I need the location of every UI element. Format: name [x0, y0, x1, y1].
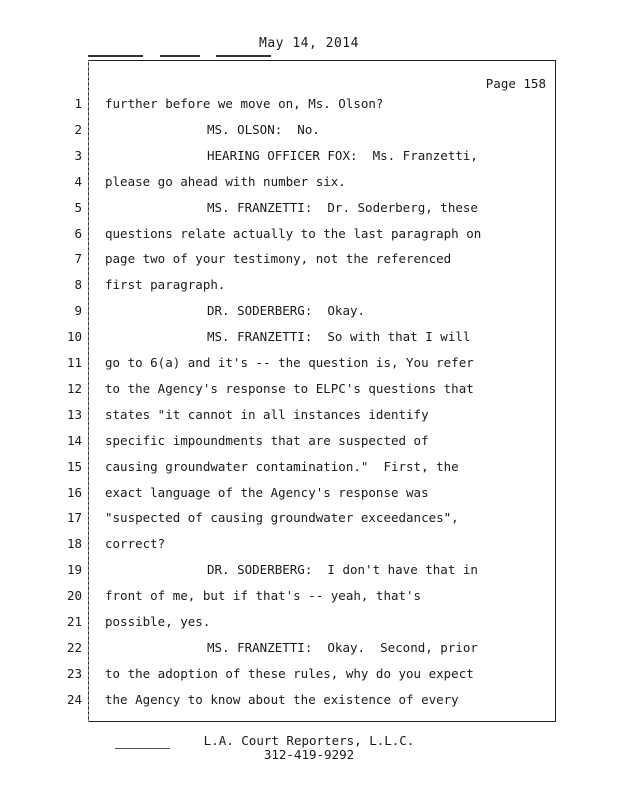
- line-number: 14: [66, 432, 82, 448]
- line-text: MS. FRANZETTI: Okay. Second, prior: [207, 639, 478, 655]
- line-text: correct?: [105, 536, 166, 552]
- frame-top-marks: [88, 55, 388, 57]
- line-text: states "it cannot in all instances identify: [105, 406, 429, 422]
- transcript-line: [0, 485, 618, 511]
- line-number: 7: [74, 251, 82, 267]
- line-number: 22: [66, 639, 82, 655]
- line-number: 19: [66, 562, 82, 578]
- transcript-line: [0, 355, 618, 381]
- transcript-line: [0, 200, 618, 226]
- footer: [0, 734, 618, 762]
- line-number: 18: [66, 536, 82, 552]
- transcript-line: [0, 174, 618, 200]
- line-number: 6: [74, 225, 82, 241]
- line-number: 23: [66, 665, 82, 681]
- line-number: 16: [66, 484, 82, 500]
- line-text: questions relate actually to the last paragraph on: [105, 225, 482, 241]
- transcript-line: [0, 251, 618, 277]
- transcript-line: [0, 329, 618, 355]
- line-number: 5: [74, 199, 82, 215]
- line-text: to the Agency's response to ELPC's questions that: [105, 380, 474, 396]
- line-text: page two of your testimony, not the referenced: [105, 251, 452, 267]
- transcript-line: [0, 226, 618, 252]
- line-text: front of me, but if that's -- yeah, that's: [105, 588, 422, 604]
- transcript-line: [0, 588, 618, 614]
- line-text: possible, yes.: [105, 614, 211, 629]
- line-text: "suspected of causing groundwater exceedances",: [105, 510, 459, 526]
- transcript-line: [0, 381, 618, 407]
- line-number: 20: [66, 588, 82, 604]
- line-text: first paragraph.: [105, 277, 226, 293]
- line-text: DR. SODERBERG: Okay.: [207, 303, 366, 319]
- line-number: 17: [66, 510, 82, 526]
- line-number: 10: [66, 329, 82, 345]
- line-text: further before we move on, Ms. Olson?: [105, 96, 384, 111]
- transcript-line: [0, 614, 618, 640]
- transcript-line: [0, 640, 618, 666]
- footer-phone: 312-419-9292: [263, 747, 355, 762]
- transcript-line: [0, 536, 618, 562]
- transcript-line: [0, 433, 618, 459]
- line-text: to the adoption of these rules, why do you expect: [105, 665, 474, 681]
- header-date: May 14, 2014: [259, 36, 359, 51]
- transcript-line: [0, 510, 618, 536]
- page-number: Page 158: [485, 76, 546, 91]
- line-text: HEARING OFFICER FOX: Ms. Franzetti,: [207, 147, 478, 163]
- line-text: MS. FRANZETTI: Dr. Soderberg, these: [207, 199, 478, 215]
- transcript-line: [0, 407, 618, 433]
- line-text: exact language of the Agency's response was: [105, 484, 429, 500]
- transcript-line: [0, 277, 618, 303]
- line-number: 4: [74, 173, 82, 189]
- transcript-line: [0, 692, 618, 718]
- transcript-line: [0, 303, 618, 329]
- line-number: 21: [66, 614, 82, 629]
- footer-company: L.A. Court Reporters, L.L.C.: [203, 733, 415, 748]
- line-text: causing groundwater contamination." First, the: [105, 458, 459, 474]
- transcript-line: [0, 666, 618, 692]
- line-number: 12: [66, 380, 82, 396]
- line-number: 1: [74, 96, 82, 111]
- transcript-line: [0, 562, 618, 588]
- line-text: DR. SODERBERG: I don't have that in: [207, 562, 478, 578]
- line-text: MS. OLSON: No.: [207, 121, 320, 137]
- transcript-line: [0, 96, 618, 122]
- line-number: 15: [66, 458, 82, 474]
- line-number: 11: [66, 355, 82, 370]
- line-number: 13: [66, 406, 82, 422]
- line-number: 2: [74, 121, 82, 137]
- transcript-line: [0, 459, 618, 485]
- line-text: MS. FRANZETTI: So with that I will: [207, 329, 471, 345]
- line-text: please go ahead with number six.: [105, 173, 346, 189]
- line-text: specific impoundments that are suspected of: [105, 432, 429, 448]
- line-number: 8: [74, 277, 82, 293]
- line-text: go to 6(a) and it's -- the question is, You refer: [105, 355, 474, 370]
- line-text: the Agency to know about the existence of every: [105, 691, 459, 707]
- line-number: 24: [66, 691, 82, 707]
- line-number: 9: [74, 303, 82, 319]
- line-number: 3: [74, 147, 82, 163]
- transcript-line: [0, 148, 618, 174]
- transcript-line: [0, 122, 618, 148]
